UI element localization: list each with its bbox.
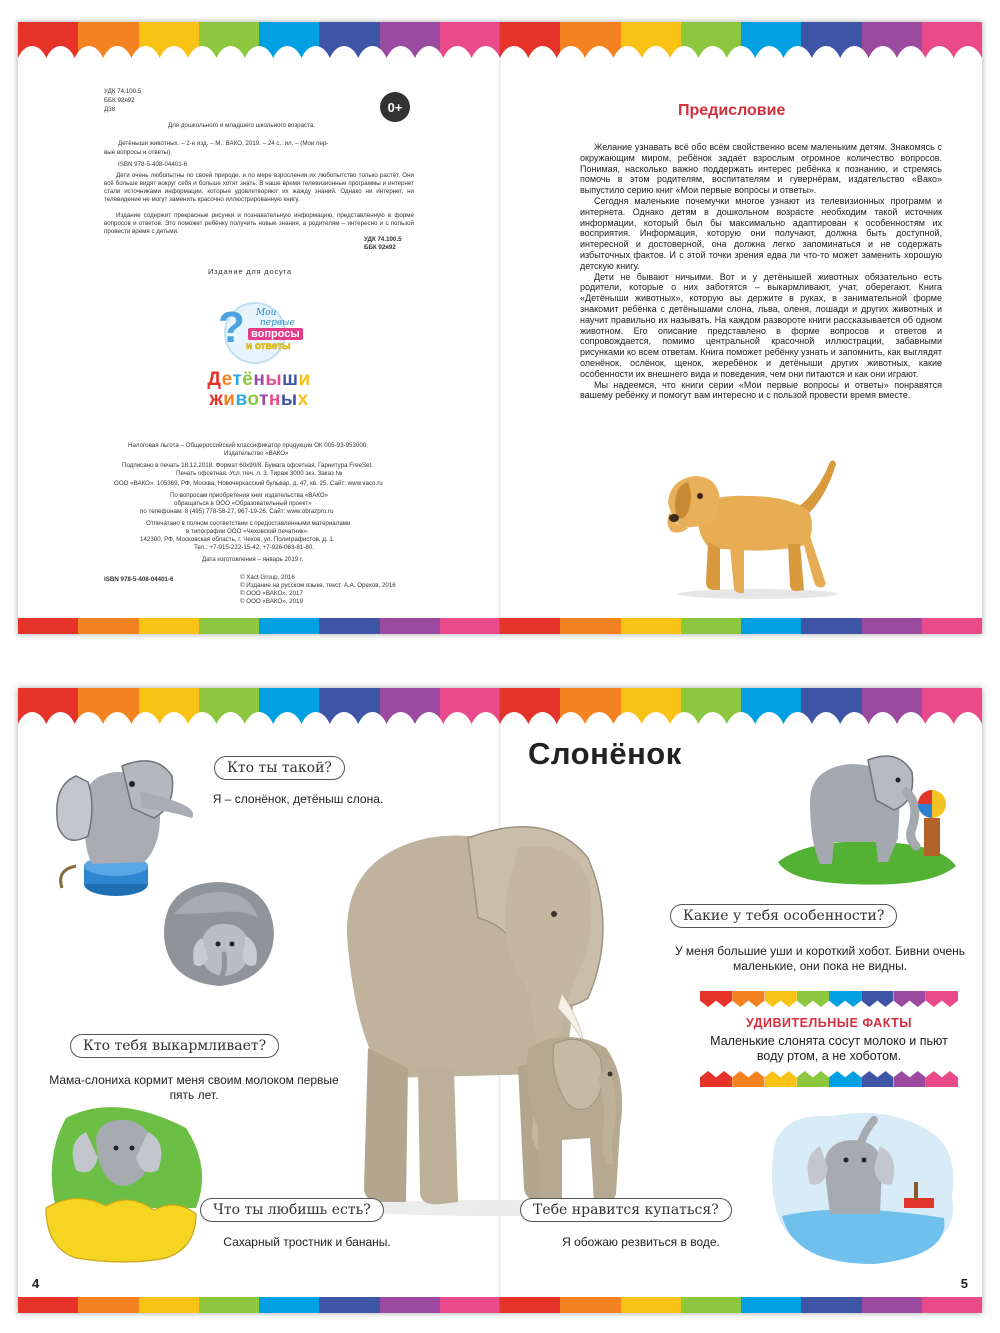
book-title-line-2: животных [209, 389, 309, 410]
puppy-illustration [648, 452, 868, 602]
print-details-1: Подписано в печать 18.12.2018. Формат 60x90/8. Бумага офсетная. Гарнитура FreeSet. [122, 462, 374, 469]
facts-band-segment [829, 1071, 861, 1087]
band-segment [500, 618, 560, 634]
band-segment [319, 618, 379, 634]
age-rating-badge: 0+ [380, 92, 410, 122]
band-segment [862, 618, 922, 634]
facts-band-segment [797, 991, 829, 1007]
band-segment [440, 618, 500, 634]
preface-spread [18, 22, 982, 634]
preface-body [580, 142, 942, 401]
printed-info-2: в типографии ООО «Чеховский печатник». [186, 528, 309, 535]
facts-band-segment [926, 1071, 958, 1087]
facts-band-segment [926, 991, 958, 1007]
question-bathing: Тебе нравится купаться? [520, 1198, 732, 1222]
facts-band-segment [732, 1071, 764, 1087]
preface-title: Предисловие [678, 102, 786, 119]
page-number-left: 4 [32, 1276, 40, 1291]
band-segment [681, 618, 741, 634]
band-segment [922, 618, 982, 634]
elephant-spread [18, 688, 982, 1313]
answer-features: У меня большие уши и короткий хобот. Бивни очень маленькие, они пока не видны. [674, 944, 966, 973]
book-title [194, 370, 324, 410]
facts-band-segment [732, 991, 764, 1007]
copyright-2: © Издание на русском языке, текст. А.А. Орехов, 2016 [240, 582, 396, 589]
sales-info-2: обращаться в ООО «Образовательный проект» [174, 500, 312, 507]
question-who-feeds-you: Кто тебя выкармливает? [70, 1034, 279, 1058]
preface-paragraph-1: Желание узнавать всё обо всём свойственно всем маленьким детям. Знакомясь с окружающим миром, ребёнок задаёт взрослым огромное количество вопросов. Понимая, насколько важно поддержать интерес ребёнка к познанию, и стремясь помочь в этом родителям, воспитателям и гувернёрам, издательство «Вако» выпустило серию книг «Мои первые вопросы и ответы». [580, 142, 942, 196]
band-segment [741, 618, 801, 634]
series-logo: ? Мои первые вопросы и ответы [218, 298, 302, 364]
band-segment [801, 1297, 861, 1313]
facts-band-segment [765, 1071, 797, 1087]
band-segment [259, 618, 319, 634]
facts-rainbow-bottom [700, 1071, 958, 1087]
band-segment [440, 1297, 500, 1313]
answer-who-feeds-you: Мама-слониха кормит меня своим молоком первые пять лет. [49, 1073, 339, 1102]
printed-info-1: Отпечатано в полном соответствии с предоставленными материалами [146, 520, 351, 527]
facts-band-segment [829, 991, 861, 1007]
band-segment [259, 1297, 319, 1313]
citation-line: Детёныши животных. – 2-е изд. – М.: ВАКО, 2019. – 24 с.: ил. – (Мои пер- [118, 140, 329, 147]
manufacture-date: Дата изготовления – январь 2019 г. [202, 556, 304, 563]
facts-title: УДИВИТЕЛЬНЫЕ ФАКТЫ [745, 1016, 913, 1030]
facts-band-segment [861, 1071, 893, 1087]
copyright-4: © ООО «ВАКО», 2019 [240, 598, 303, 605]
edition-type: Издание для досуга [208, 267, 292, 276]
band-segment [380, 1297, 440, 1313]
cartoon-elephant-with-ball [770, 742, 960, 892]
band-segment [500, 1297, 560, 1313]
preface-paragraph-4: Мы надеемся, что книги серии «Мои первые вопросы и ответы» понравятся вашему ребёнку и помогут вам интересно и с пользой провести время вместе. [580, 379, 942, 401]
band-segment [801, 618, 861, 634]
facts-band-segment [765, 991, 797, 1007]
band-segment [139, 618, 199, 634]
mother-and-calf-elephant [318, 798, 668, 1218]
citation-continued: вые вопросы и ответы). [104, 149, 172, 156]
band-segment [560, 1297, 620, 1313]
facts-band-segment [894, 1071, 926, 1087]
imprint-summary-2: Издание содержит прекрасные рисунки и познавательную информацию, представленную в форме вопросов и ответов. Это поможет ребёнку получить новые знания, а родителям – интересно и с пользой провести время с детьми. [104, 212, 414, 235]
band-segment [18, 618, 78, 634]
question-what-do-you-eat: Что ты любишь есть? [200, 1198, 384, 1222]
cartoon-calf-with-mother [154, 874, 284, 994]
printed-info-4: Тел.: +7-915-222-15-42, +7-926-063-81-80. [194, 544, 315, 551]
band-segment [380, 618, 440, 634]
publisher-address: ООО «ВАКО». 105369, РФ, Москва, Новочеркасский бульвар, д. 47, кв. 25. Сайт: www.vaco.ru [114, 480, 383, 487]
printed-info-3: 142300, РФ, Московская область, г. Чехов, ул. Полиграфистов, д. 1. [140, 536, 335, 543]
facts-band-segment [894, 991, 926, 1007]
band-segment [862, 1297, 922, 1313]
isbn-line: ISBN 978-5-408-04401-6 [118, 161, 188, 168]
sales-info-3: по телефонам: 8 (495) 778-58-27, 967-19-26. Сайт: www.obrazpro.ru [140, 508, 334, 515]
question-who-are-you: Кто ты такой? [214, 756, 345, 780]
facts-band-segment [797, 1071, 829, 1087]
answer-what-do-you-eat: Сахарный тростник и бананы. [223, 1235, 391, 1249]
band-segment [78, 1297, 138, 1313]
band-segment [922, 1297, 982, 1313]
band-segment [78, 618, 138, 634]
sales-info-1: По вопросам приобретения книг издательства «ВАКО» [170, 492, 329, 499]
band-segment [199, 1297, 259, 1313]
imprint-summary: Дети очень любопытны по своей природе, и по мере взросления их любопытство только растёт. Они всё больше видят вокруг себя и больше хотят знать. В наше время телевизионные программы и интернет стали источниками информации, которые удовлетворяют их жажду знаний. Однако ни интернет, ни телевидение не могут заменить красочно иллюстрированную книгу. [104, 172, 414, 203]
answer-bathing: Я обожаю резвиться в воде. [562, 1235, 720, 1249]
band-segment [139, 1297, 199, 1313]
copyright-3: © ООО «ВАКО», 2017 [240, 590, 303, 597]
copyright-1: © Xact Group, 2016 [240, 574, 295, 581]
band-segment [741, 1297, 801, 1313]
udk-code: УДК 74.100.5 [104, 88, 142, 95]
band-segment [319, 1297, 379, 1313]
facts-rainbow-top [700, 991, 958, 1007]
page-title: Слонёнок [528, 736, 682, 771]
band-segment [199, 618, 259, 634]
tax-note: Налоговая льгота – Общероссийский классификатор продукции ОК 005-93-953000. [128, 442, 368, 449]
preface-paragraph-3: Дети не бывают ничьими. Вот и у детёнышей животных обязательно есть родители, которые о них заботятся – выкармливают, учат, оберегают. Книга «Детёныши животных», которую вы держите в руках, в занимательной форме знакомит ребёнка с детёнышами слона, льва, оленя, лошади и других животных и научит правильно их называть. На каждом развороте книги рассказывается об одном животном. Его описание представлено в форме вопросов и ответов и сопровождается, помимо центральной красочной иллюстрации, забавными рисунками ко всем ответам. Книга поможет ребёнку узнать и запомнить, как выглядят оленёнок, ослёнок, щенок, жеребёнок и детёныши других животных, какие особенности их внешнего вида и поведения, чем они питаются и как они играют. [580, 271, 942, 379]
bbk-code-2: ББК 92я92 [364, 244, 396, 251]
band-segment [18, 1297, 78, 1313]
answer-who-are-you: Я – слонёнок, детёныш слона. [212, 792, 384, 806]
band-segment [560, 618, 620, 634]
author-mark: Д38 [104, 106, 116, 113]
audience-line: Для дошкольного и младшего школьного возраста. [168, 122, 316, 129]
book-spine [499, 22, 501, 634]
facts-band-segment [700, 1071, 732, 1087]
facts-text: Маленькие слонята сосут молоко и пьют воду ртом, а не хоботом. [710, 1034, 948, 1063]
bbk-code: ББК 92я92 [104, 97, 135, 104]
cartoon-elephant-bathing [764, 1106, 964, 1276]
udk-code-2: УДК 74.100.5 [364, 236, 402, 243]
amazing-facts-box [700, 991, 958, 1087]
print-details-2: Печать офсетная. Усл. печ. л. 3. Тираж 3000 экз. Заказ № [176, 470, 343, 477]
preface-paragraph-2: Сегодня маленькие почемучки многое узнают из телевизионных программ и интернета. Однако детям в дошкольном возрасте необходим такой источник информации, который был бы максимально адаптирован к особенностям их восприятия. Информация, которую они получают, должна быть доступной, интересной и достоверной, она должна легко запоминаться и не содержать избыточных фактов. И с этой точки зрения едва ли что-то может заменить хорошую детскую книгу. [580, 195, 942, 271]
facts-band-segment [700, 991, 732, 1007]
page-number-right: 5 [960, 1276, 968, 1291]
publisher-name: Издательство «ВАКО» [224, 450, 289, 457]
band-segment [621, 618, 681, 634]
band-segment [621, 1297, 681, 1313]
band-segment [681, 1297, 741, 1313]
book-title-line-1: Детёныши [207, 369, 311, 390]
cartoon-elephant-with-bananas [36, 1098, 216, 1268]
question-features: Какие у тебя особенности? [670, 904, 897, 928]
isbn-bottom: ISBN 978-5-408-04401-6 [104, 576, 174, 583]
facts-band-segment [861, 991, 893, 1007]
